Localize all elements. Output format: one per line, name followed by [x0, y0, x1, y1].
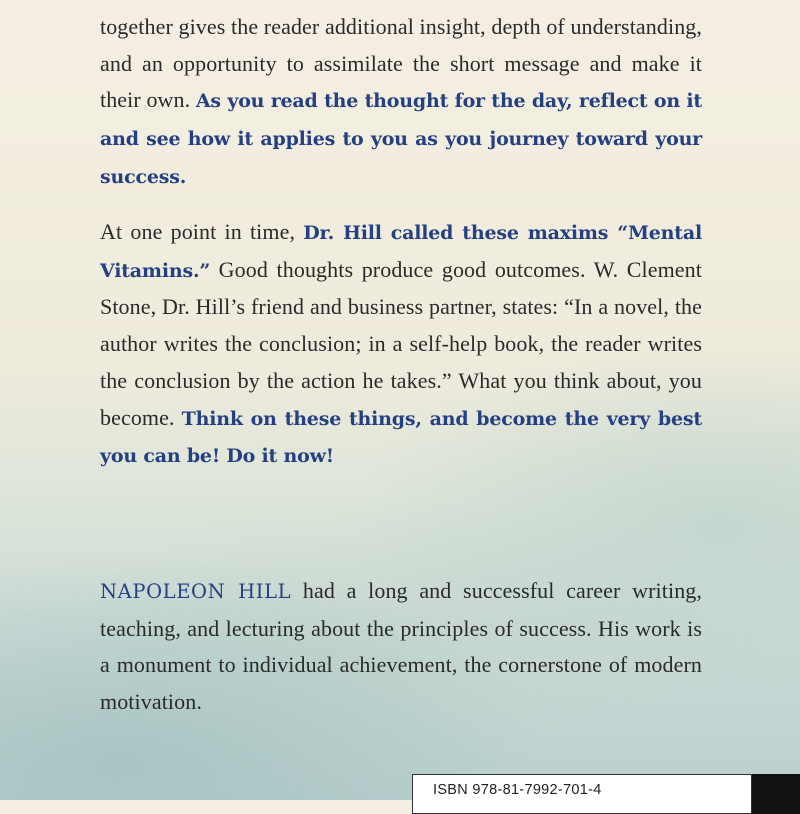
paragraph2-highlight-closing: Think on these things, and become the very best you can be! Do it now! — [100, 407, 702, 468]
author-bio-text: had a long and successful career writing, teaching, and lecturing about the principles of success. His work is a monument to individual achievement, the cornerstone of modern motivation. — [100, 578, 702, 715]
paragraph1-highlight: As you read the thought for the day, reflect on it and see how it applies to you as you journey toward your success. — [100, 90, 702, 188]
paragraph2-lead: At one point in time, — [100, 219, 304, 244]
author-name: NAPOLEON HILL — [100, 580, 292, 603]
paragraph2-text: Good thoughts produce good outcomes. W. Clement Stone, Dr. Hill’s friend and business partner, states: “In a novel, the author writes the conclusion; in a self-help book, the reader writes the conclusion by the action he takes.” What you think about, you become. — [100, 256, 702, 430]
paragraph2-highlight-vitamins: Dr. Hill called these maxims “Mental Vitamins.” — [100, 222, 703, 282]
isbn-label: ISBN 978-81-7992-701-4 — [433, 782, 602, 798]
paragraph-reflection — [100, 9, 702, 196]
author-bio — [100, 573, 702, 721]
isbn-box — [412, 774, 752, 814]
paragraph1-text: together gives the reader additional insight, depth of understanding, and an opportunity to assimilate the short message and make it their own. — [100, 14, 702, 113]
barcode-icon — [752, 774, 800, 814]
paragraph-mental-vitamins — [100, 214, 702, 475]
